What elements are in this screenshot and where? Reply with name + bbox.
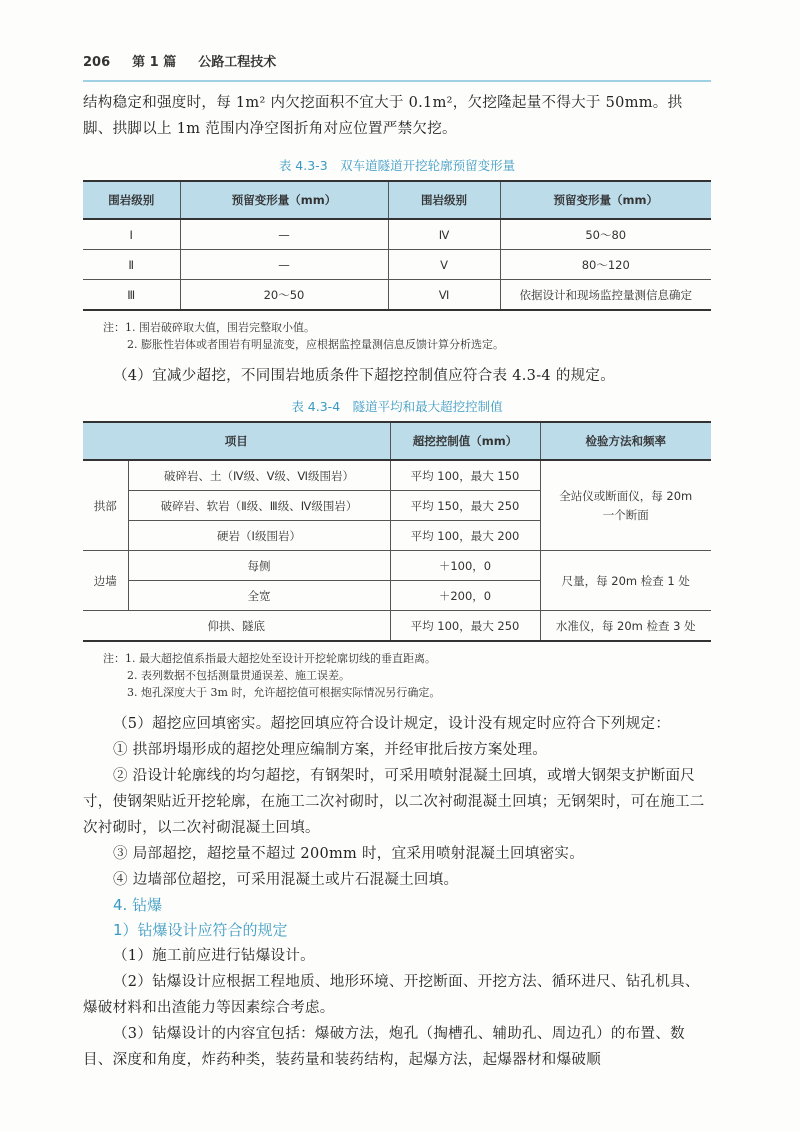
cell: 全宽 [128,581,390,611]
cell: ＋200，0 [390,581,540,611]
th: 围岩级别 [83,181,180,219]
list-item: ① 拱部坍塌形成的超挖处理应编制方案，并经审批后按方案处理。 [113,742,548,758]
header-title: 公路工程技术 [198,55,277,70]
cell: Ⅵ [388,280,500,311]
group-cell: 拱部 [83,460,128,551]
cell: 平均 100，最大 250 [390,611,540,642]
table-deformation [83,180,711,311]
page-number: 206 [83,55,111,70]
th: 预留变形量（mm） [500,181,711,219]
cell: — [180,219,388,250]
cell: 破碎岩、软岩（Ⅱ级、Ⅲ级、Ⅳ级围岩） [128,491,390,521]
th: 预留变形量（mm） [180,181,388,219]
table-overbreak [83,421,711,642]
list-item: ③ 局部超挖，超挖量不超过 200mm 时，宜采用喷射混凝土回填密实。 [113,846,584,862]
cell: 水准仪，每 20m 检查 3 处 [540,611,711,642]
cell: 平均 100，最大 200 [390,521,540,551]
cell: 硬岩（Ⅰ级围岩） [128,521,390,551]
paragraph-4: （4）宜减少超挖，不同围岩地质条件下超挖控制值应符合表 4.3-4 的规定。 [113,368,616,384]
table2-notes [103,650,711,701]
th: 超挖控制值（mm） [390,422,540,460]
list-item: （1）施工前应进行钻爆设计。 [113,948,315,964]
table-row [83,460,711,491]
section-heading: 4. 钻爆 [113,896,163,914]
running-header [83,52,711,74]
table-row [83,250,711,280]
cell: ＋100，0 [390,551,540,581]
list-item: （2）钻爆设计应根据工程地质、地形环境、开挖断面、开挖方法、循环进尺、钻孔机具、爆破材料和出渣能力等因素综合考虑。 [83,974,700,1016]
cell: 仰拱、隧底 [83,611,390,642]
part-label: 第 1 篇 [132,55,177,70]
list-item: （3）钻爆设计的内容宜包括：爆破方法，炮孔（掏槽孔、辅助孔、周边孔）的布置、数目、深度和角度，炸药种类，装药量和装药结构，起爆方法，起爆器材和爆破顺 [83,1026,685,1068]
table-row [83,611,711,642]
th: 检验方法和频率 [540,422,711,460]
table-row [83,219,711,250]
cell: 平均 100，最大 150 [390,460,540,491]
header-rule [83,80,711,82]
cell: Ⅲ [83,280,180,311]
th: 围岩级别 [388,181,500,219]
note: 2. 表列数据不包括测量贯通误差、施工误差。 [127,669,350,682]
cell: 依据设计和现场监控量测信息确定 [500,280,711,311]
cell: 20～50 [180,280,388,311]
list-item: ② 沿设计轮廓线的均匀超挖，有钢架时，可采用喷射混凝土回填，或增大钢架支护断面尺寸，使钢架贴近开挖轮廓，在施工二次衬砌时，以二次衬砌混凝土回填；无钢架时，可在施工二次衬砌时，以二次衬砌混凝土回填。 [83,768,705,836]
subsection-heading: 1）钻爆设计应符合的规定 [113,921,288,939]
cell: 平均 150，最大 250 [390,491,540,521]
note: 2. 膨胀性岩体或者围岩有明显流变，应根据监控量测信息反馈计算分析选定。 [127,338,504,351]
cell: 破碎岩、土（Ⅳ级、Ⅴ级、Ⅵ级围岩） [128,460,390,491]
cell: 50～80 [500,219,711,250]
cell: Ⅴ [388,250,500,280]
note: 3. 炮孔深度大于 3m 时，允许超挖值可根据实际情况另行确定。 [127,686,441,699]
method-cell: 全站仪或断面仪，每 20m 一个断面 [540,460,711,551]
note: 注：1. 最大超挖值系指最大超挖处至设计开挖轮廓切线的垂直距离。 [103,652,436,665]
th: 项目 [83,422,390,460]
page [83,52,711,1073]
table1-caption: 表 4.3-3 双车道隧道开挖轮廓预留变形量 [278,158,516,173]
table-row [83,280,711,311]
cell: Ⅳ [388,219,500,250]
table1-notes [103,319,711,353]
group-cell: 边墙 [83,551,128,611]
cell: 80～120 [500,250,711,280]
cell: Ⅰ [83,219,180,250]
cell: 每侧 [128,551,390,581]
intro-paragraph: 结构稳定和强度时，每 1m² 内欠挖面积不宜大于 0.1m²，欠挖隆起量不得大于 50mm。拱脚、拱脚以上 1m 范围内净空图折角对应位置严禁欠挖。 [83,95,683,137]
paragraph-5: （5）超挖应回填密实。超挖回填应符合设计规定，设计没有规定时应符合下列规定： [113,716,671,732]
table2-caption: 表 4.3-4 隧道平均和最大超挖控制值 [291,399,503,414]
table-header-row [83,422,711,460]
note: 注：1. 围岩破碎取大值，围岩完整取小值。 [103,321,315,334]
method-cell: 尺量，每 20m 检查 1 处 [540,551,711,611]
cell: — [180,250,388,280]
table-header-row [83,181,711,219]
list-item: ④ 边墙部位超挖，可采用混凝土或片石混凝土回填。 [113,872,459,888]
table-row [83,551,711,581]
cell: Ⅱ [83,250,180,280]
